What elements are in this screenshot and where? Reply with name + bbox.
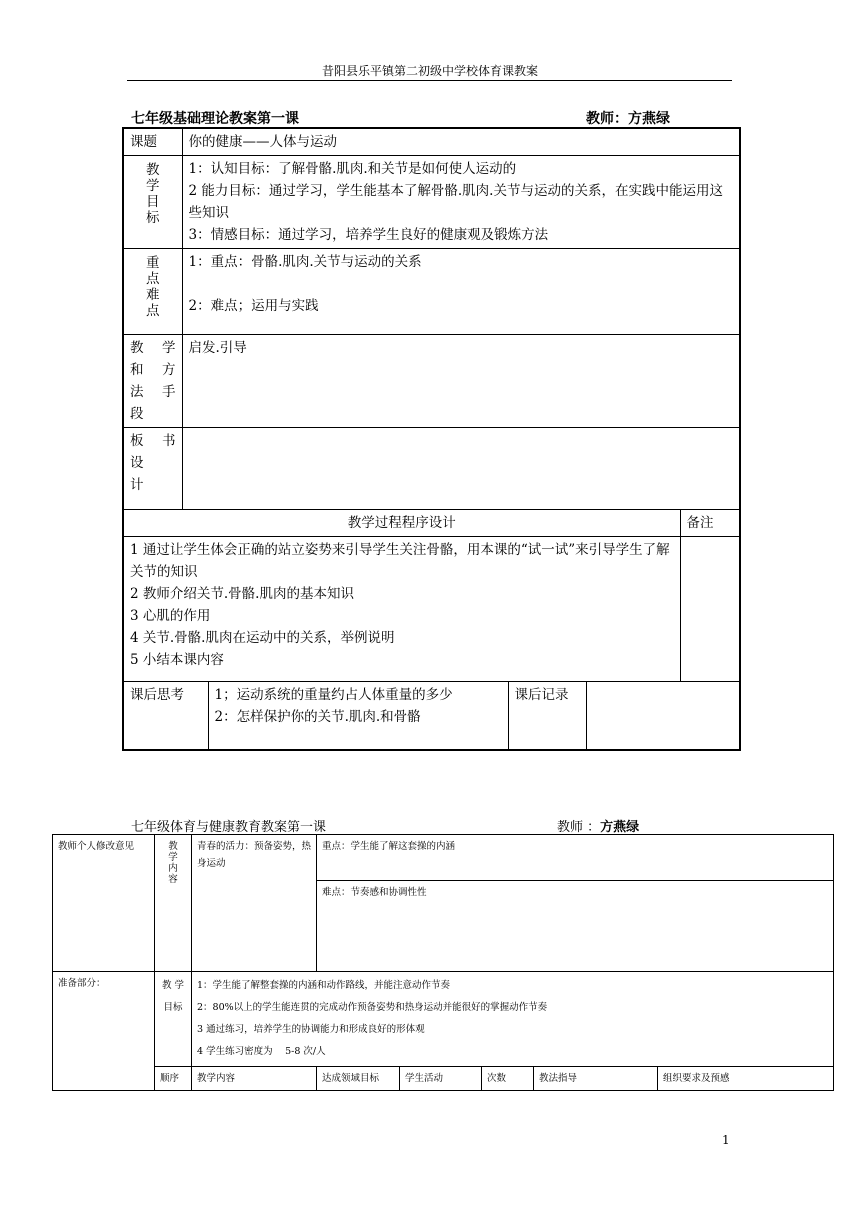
keypoints-label: 重 点 难 点: [123, 249, 182, 335]
content-label: 教 学 内 容: [155, 835, 192, 972]
reflection-item: 2：怎样保护你的关节.肌肉.和骨骼: [214, 709, 421, 725]
record-label: 课后记录: [508, 682, 586, 750]
goals-cell: [182, 156, 740, 249]
col-order: 顺序: [155, 1067, 192, 1091]
topic-label: 课题: [123, 128, 182, 156]
process-item: 5 小结本课内容: [130, 652, 224, 668]
notes-header: 备注: [680, 510, 740, 537]
lesson1-table: [122, 127, 741, 751]
process-cell: [123, 537, 680, 682]
goals-label: 教 学 目 标: [123, 156, 182, 249]
revision-label: 教师个人修改意见: [53, 835, 155, 972]
col-student-activity: 学生活动: [400, 1067, 482, 1091]
keypoints-cell: [182, 249, 740, 335]
col-organization: 组织要求及预感: [658, 1067, 834, 1091]
col-method: 教法指导: [534, 1067, 658, 1091]
goal-item: 3：情感目标：通过学习，培养学生良好的健康观及锻炼方法: [188, 227, 549, 243]
lesson1-title: 七年级基础理论教案第一课: [131, 111, 299, 127]
goal-item: 4 学生练习密度为 5-8 次/人: [197, 1046, 326, 1057]
lesson1-teacher: 教师：方燕绿: [586, 111, 670, 127]
reflection-item: 1；运动系统的重量约占人体重量的多少: [214, 687, 453, 703]
lesson2-title: 七年级体育与健康教育教案第一课: [131, 820, 327, 835]
method-label: 教 学 和 方 法 手 段: [123, 335, 182, 428]
page-number: 1: [722, 1133, 730, 1147]
goal-item: 1：学生能了解整套操的内涵和动作路线，并能注意动作节奏: [197, 980, 451, 991]
header-rule: [127, 80, 732, 81]
record-cell: [586, 682, 740, 750]
prep-label: 准备部分：: [53, 972, 155, 1091]
goal-item: 2 能力目标：通过学习，学生能基本了解骨骼.肌肉.关节与运动的关系，在实践中能运用这些知识: [188, 183, 723, 221]
lesson2-teacher: 教师 ：方燕绿: [557, 820, 640, 835]
reflection-cell: [208, 682, 508, 750]
keypoint-text: 1：重点：骨骼.肌肉.关节与运动的关系: [188, 254, 422, 270]
method-value: 启发.引导: [182, 335, 740, 428]
content-value: 青春的活力：预备姿势，热身运动: [192, 835, 317, 972]
goal-label: 教 学 目标: [155, 972, 192, 1067]
goal-item: 3 通过练习，培养学生的协调能力和形成良好的形体观: [197, 1024, 425, 1035]
col-domain-goal: 达成领域目标: [317, 1067, 400, 1091]
topic-value: 你的健康——人体与运动: [182, 128, 740, 156]
notes-cell: [680, 537, 740, 682]
process-item: 1 通过让学生体会正确的站立姿势来引导学生关注骨骼，用本课的“试一试”来引导学生了解关节的知识: [130, 542, 670, 580]
col-count: 次数: [482, 1067, 534, 1091]
board-label: 板 书 设 计: [123, 428, 182, 510]
col-content: 教学内容: [192, 1067, 317, 1091]
reflection-label: 课后思考: [123, 682, 208, 750]
goals-cell-2: [192, 972, 834, 1067]
goal-item: 1：认知目标：了解骨骼.肌肉.和关节是如何使人运动的: [188, 161, 517, 177]
keypoint-cell: 重点：学生能了解这套操的内涵: [317, 835, 834, 881]
board-value: [182, 428, 740, 510]
goal-item: 2：80%以上的学生能连贯的完成动作预备姿势和热身运动并能很好的掌握动作节奏: [197, 1002, 548, 1013]
difficulty-text: 2：难点；运用与实践: [188, 298, 319, 314]
process-item: 2 教师介绍关节.骨骼.肌肉的基本知识: [130, 586, 354, 602]
difficulty-cell: 难点：节奏感和协调性性: [317, 881, 834, 972]
lesson2-table: [52, 834, 834, 1091]
process-header: 教学过程程序设计: [123, 510, 680, 537]
process-item: 4 关节.骨骼.肌肉在运动中的关系，举例说明: [130, 630, 395, 646]
process-item: 3 心肌的作用: [130, 608, 211, 624]
page-header: 昔阳县乐平镇第二初级中学校体育课教案: [321, 64, 538, 78]
